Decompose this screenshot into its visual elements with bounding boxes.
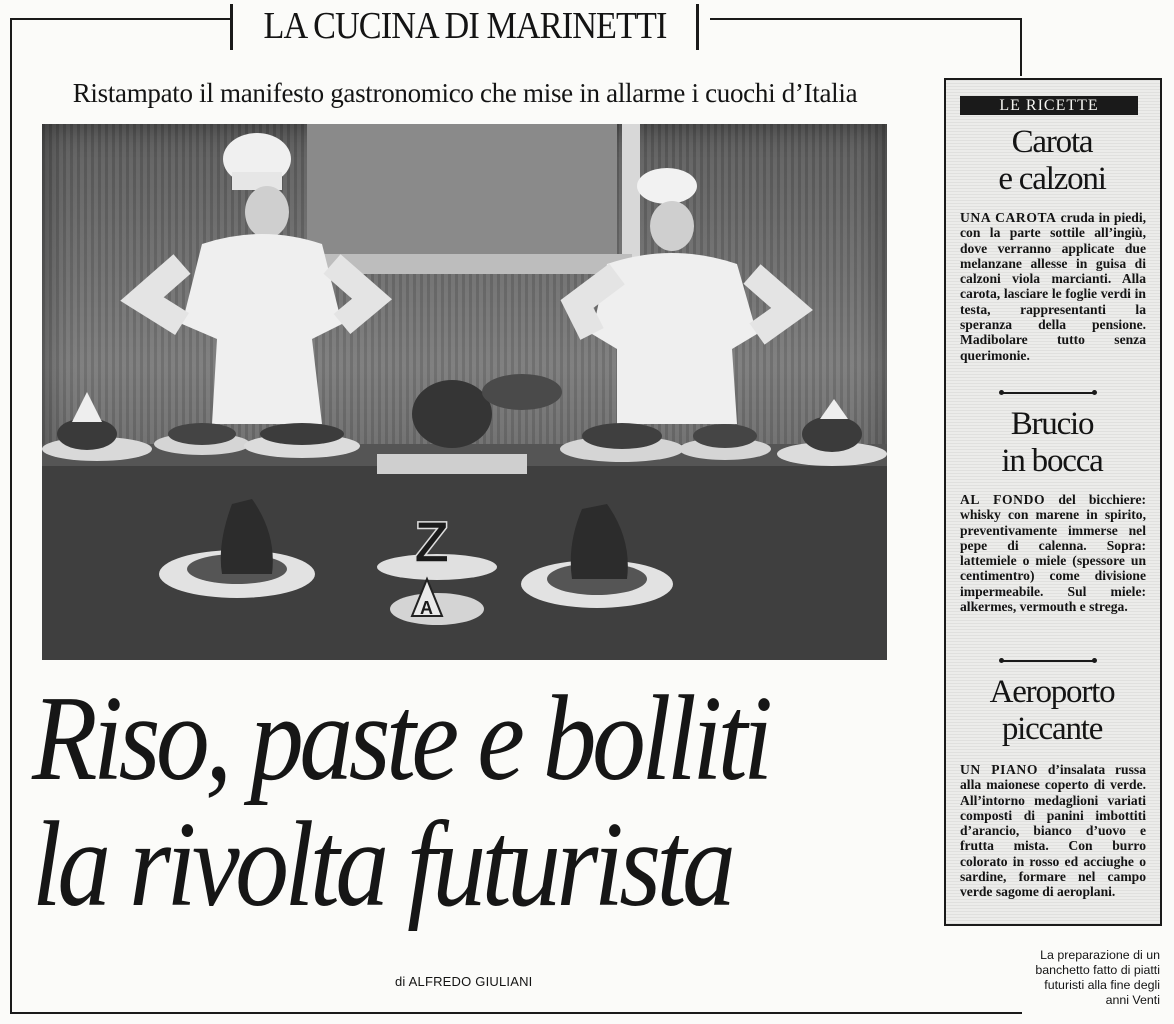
byline bbox=[395, 974, 532, 989]
recipe-3-title-line-1: Aeroporto bbox=[989, 674, 1115, 710]
sign-letter-z: Z bbox=[414, 510, 450, 575]
sign-letter-a: A bbox=[420, 598, 433, 618]
article-deck: Ristampato il manifesto gastronomico che mise in allarme i cuochi d’Italia bbox=[72, 78, 858, 108]
banquet-photo bbox=[42, 124, 887, 660]
recipe-divider-1 bbox=[1002, 392, 1094, 394]
recipe-3-title bbox=[952, 674, 1152, 748]
byline-prefix: di bbox=[395, 974, 406, 989]
photo-caption: La preparazione di un banchetto fatto di piatti futuristi alla fine degli anni Venti bbox=[1035, 948, 1160, 1007]
sidebar-label: LE RICETTE bbox=[960, 96, 1138, 115]
frame-rule-top-left bbox=[10, 18, 230, 20]
headline-line-2: la rivolta futurista bbox=[32, 797, 732, 932]
recipe-3-lead: UN PIANO bbox=[960, 762, 1039, 777]
recipe-1-text: cruda in piedi, con la parte sottile all’ingiù, dove verranno applicate due melanzane allesse in guisa di calzoni viola marcianti. Alla carota, lasciare le foglie verdi in testa, rappresentanti la speranza della pensione. Madibolare tutto senza querimonie. bbox=[960, 210, 1146, 363]
window-sill bbox=[312, 254, 632, 274]
recipe-3-body bbox=[960, 762, 1146, 900]
recipe-2-title-line-1: Brucio bbox=[1010, 406, 1094, 442]
recipe-2-text: del bicchiere: whisky con marene in spirito, preventivamente immerse nel pepe di calenna. Sopra: lattemiele o miele (spessore un centimentro) come divisione impermeabile. Sul miele: alkermes, vermouth e strega. bbox=[960, 492, 1146, 615]
recipe-2-title bbox=[952, 406, 1152, 480]
frame-rule-top-right bbox=[710, 18, 1022, 20]
recipe-3-text: d’insalata russa alla maionese coperto di verde. All’intorno medaglioni variati composti di panini imbottiti d’arancio, bianco d’uovo e frutta mista. Con burro colorato in rosso ed acciughe o sardine, formare nel campo verde sagome di aeroplani. bbox=[960, 762, 1146, 900]
recipe-3-title-line-2: piccante bbox=[1001, 711, 1103, 747]
frame-rule-bottom bbox=[10, 1012, 1022, 1014]
recipe-1-title bbox=[952, 124, 1152, 198]
recipe-divider-2 bbox=[1002, 660, 1094, 662]
recipe-2-body bbox=[960, 492, 1146, 614]
recipe-1-lead: UNA CAROTA bbox=[960, 210, 1057, 225]
byline-author: ALFREDO GIULIANI bbox=[408, 974, 533, 989]
recipe-2-lead: AL FONDO bbox=[960, 492, 1046, 507]
recipe-1-body bbox=[960, 210, 1146, 363]
window bbox=[307, 124, 617, 274]
recipe-2-title-line-2: in bocca bbox=[1001, 443, 1103, 479]
frame-rule-left bbox=[10, 18, 12, 1013]
headline-line-1: Riso, paste e bolliti bbox=[32, 671, 769, 806]
headline bbox=[32, 671, 815, 932]
kicker-bar-left bbox=[230, 4, 233, 50]
frame-rule-right bbox=[1020, 18, 1022, 76]
recipe-1-title-line-1: Carota bbox=[1011, 124, 1093, 160]
kicker-bar-right bbox=[696, 4, 699, 50]
section-kicker: LA CUCINA DI MARINETTI bbox=[263, 5, 667, 47]
banquet-photo-drawing bbox=[42, 124, 887, 660]
recipe-1-title-line-2: e calzoni bbox=[998, 161, 1106, 197]
